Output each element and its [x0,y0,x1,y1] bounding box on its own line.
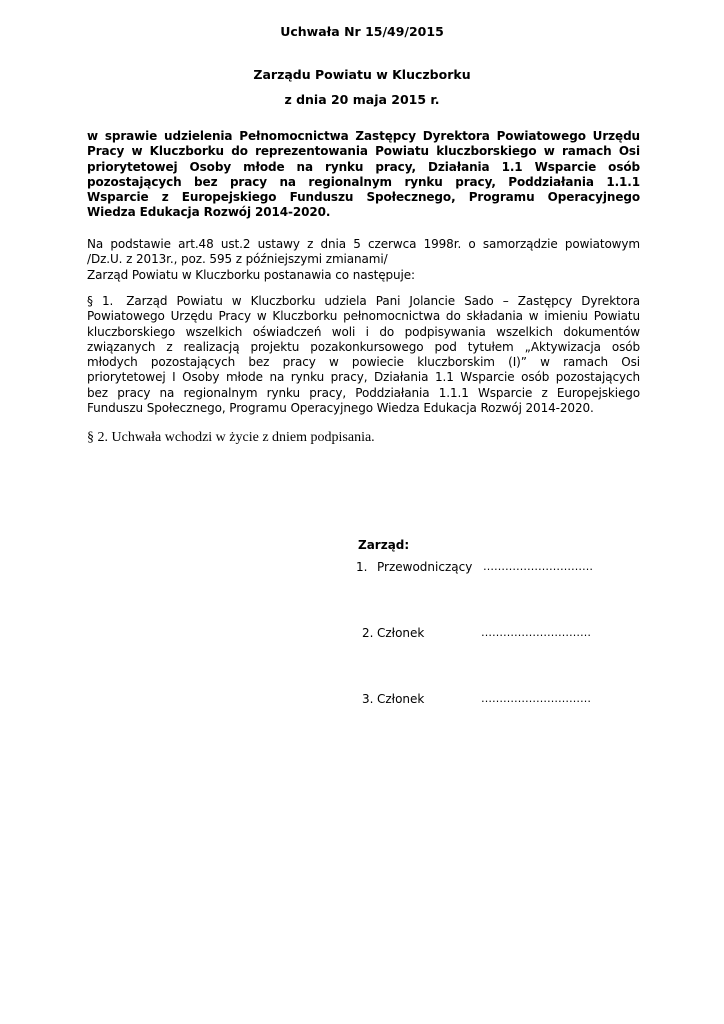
resolution-date: z dnia 20 maja 2015 r. [284,92,440,107]
legal-basis-line: Zarząd Powiatu w Kluczborku postanawia co następuje: [87,267,415,282]
member-role: Członek [377,626,425,640]
section-1 [87,294,640,416]
subject-line: Wsparcie z Europejskiego Funduszu Społecznego, Programu Operacyjnego [87,190,640,205]
section1-line: kluczborskiego wszelkich oświadczeń woli i do podpisywania wszelkich dokumentów [87,324,640,339]
subject-line: w sprawie udzielenia Pełnomocnictwa Zastępcy Dyrektora Powiatowego Urzędu [87,129,640,143]
signature-line: ………………………… [481,626,591,639]
section1-line: związanych z realizacją projektu pozakonkursowego pod tytułem „Aktywizacja osób [87,339,640,354]
member-role: Członek [377,692,425,706]
section1-line: młodych pozostających bez pracy w powiecie kluczborskim (I)” w ramach Osi [87,355,640,370]
section-2: § 2. Uchwała wchodzi w życie z dniem podpisania. [87,430,375,445]
member-number: 2. [362,626,374,640]
legal-basis-line: /Dz.U. z 2013r., poz. 595 z późniejszymi zmianami/ [87,252,388,267]
section1-first-line [87,294,640,309]
signature-row-member [0,691,724,707]
member-role: Przewodniczący [377,560,473,574]
section-marker: § 1. [87,294,114,308]
signature-row-chairman [0,559,724,575]
subject-line: priorytetowej Osoby młode na rynku pracy, Działania 1.1 Wsparcie osób [87,159,640,174]
section1-line: Funduszu Społecznego, Programu Operacyjnego Wiedza Edukacja Rozwój 2014-2020. [87,401,594,416]
issuing-body: Zarządu Powiatu w Kluczborku [253,67,471,82]
legal-basis [87,237,640,283]
member-number: 1. [356,560,368,574]
resolution-number: Uchwała Nr 15/49/2015 [280,24,444,39]
section1-line: Powiatowego Urzędu Pracy w Kluczborku pełnomocnictwa do składania w imieniu Powiatu [87,309,640,324]
signature-line: ………………………… [483,560,593,573]
member-number: 3. [362,692,374,706]
section1-line: Zarząd Powiatu w Kluczborku udziela Pani Jolancie Sado – Zastępcy Dyrektora [126,294,640,308]
section1-line: bez pracy na regionalnym rynku pracy, Poddziałania 1.1.1 Wsparcie z Europejskiego [87,385,640,400]
signature-row-member [0,625,724,641]
resolution-subject [87,129,640,221]
signature-line: ………………………… [481,692,591,705]
subject-line: pozostających bez pracy na regionalnym rynku pracy, Poddziałania 1.1.1 [87,174,640,189]
subject-line: Wiedza Edukacja Rozwój 2014-2020. [87,205,331,220]
subject-line: Pracy w Kluczborku do reprezentowania Powiatu kluczborskiego w ramach Osi [87,144,640,159]
legal-basis-line: Na podstawie art.48 ust.2 ustawy z dnia 5 czerwca 1998r. o samorządzie powiatowym [87,237,640,251]
section1-line: priorytetowej I Osoby młode na rynku pracy, Działania 1.1 Wsparcie osób pozostających [87,370,640,385]
board-heading: Zarząd: [358,538,410,552]
